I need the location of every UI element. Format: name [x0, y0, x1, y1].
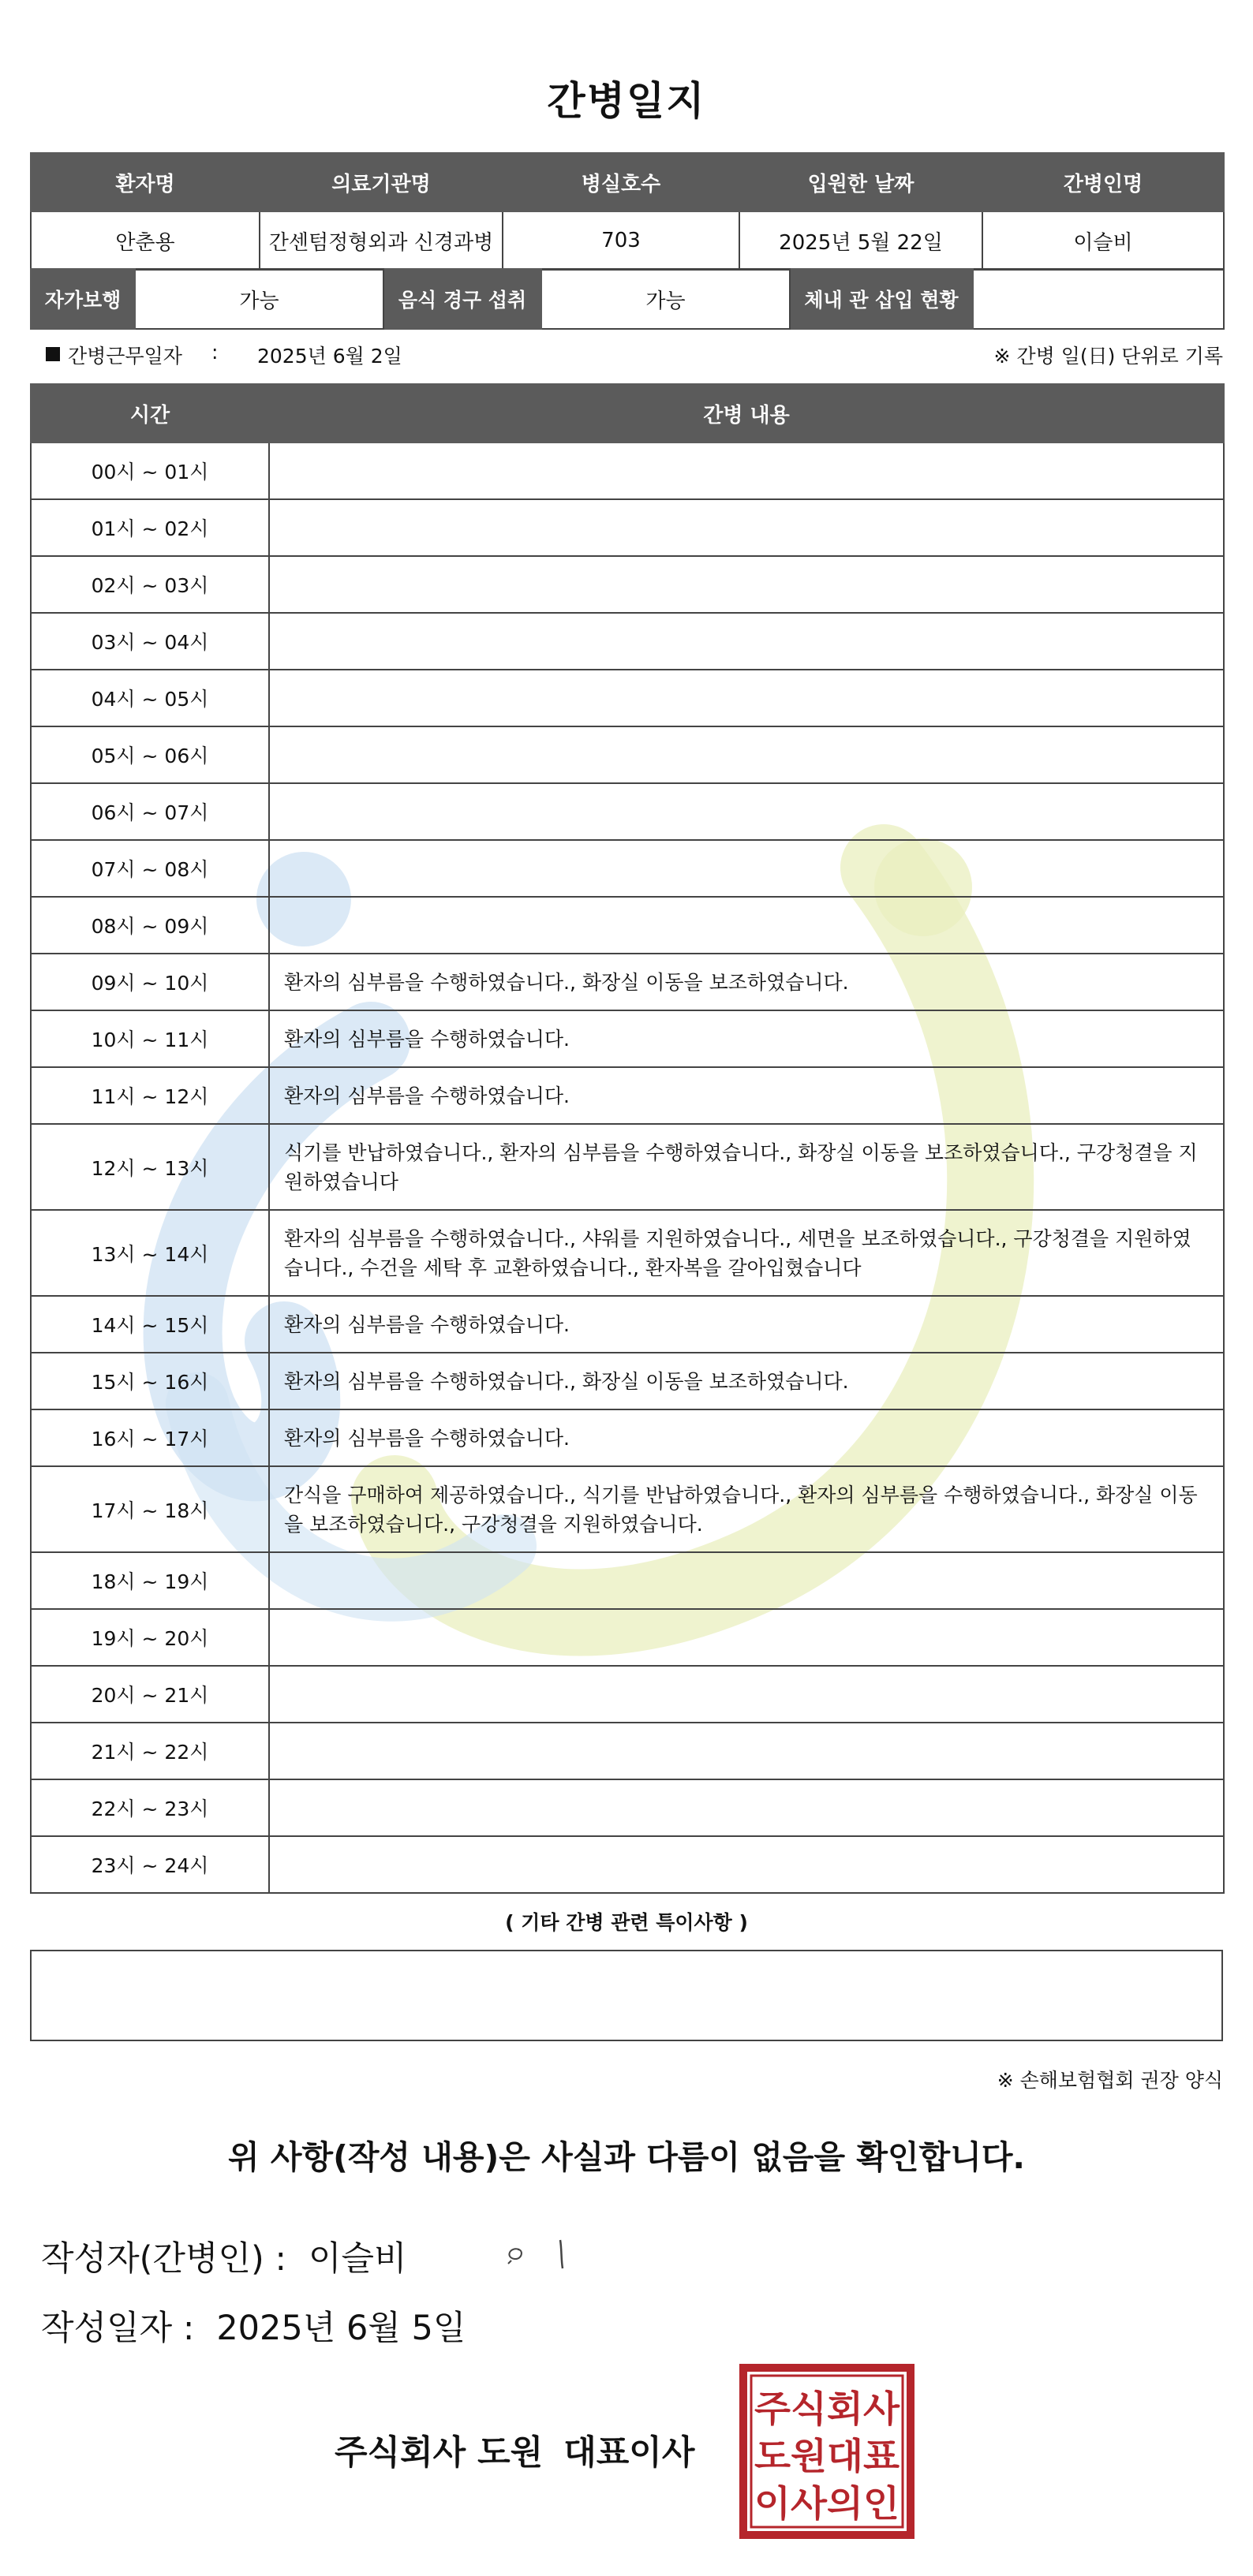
company-representative: 대표이사 — [563, 2433, 695, 2473]
oral-intake-label: 음식 경구 섭취 — [383, 269, 541, 329]
log-row — [31, 1836, 1224, 1893]
writer-label: 작성자(간병인) : — [41, 2239, 286, 2279]
log-time-cell: 21시 ~ 22시 — [31, 1723, 269, 1779]
log-row — [31, 840, 1224, 897]
log-time-cell: 16시 ~ 17시 — [31, 1409, 269, 1466]
log-content-cell — [269, 726, 1224, 783]
self-walk-value: 가능 — [135, 269, 383, 329]
log-time-cell: 23시 ~ 24시 — [31, 1836, 269, 1893]
header-admission-date: 입원한 날짜 — [739, 153, 982, 211]
log-content-cell — [269, 499, 1224, 556]
log-row — [31, 1779, 1224, 1836]
header-patient-name: 환자명 — [31, 153, 260, 211]
source-note: ※ 손해보험협회 권장 양식 — [997, 2069, 1223, 2092]
log-content-cell — [269, 1723, 1224, 1779]
log-time-cell: 01시 ~ 02시 — [31, 499, 269, 556]
log-time-cell: 19시 ~ 20시 — [31, 1609, 269, 1666]
log-row — [31, 1552, 1224, 1609]
log-content-cell: 환자의 심부름을 수행하였습니다. — [269, 1010, 1224, 1067]
log-row — [31, 1609, 1224, 1666]
page-title: 간병일지 — [547, 78, 706, 124]
company-seal-stamp — [739, 2363, 915, 2540]
log-content-cell: 환자의 심부름을 수행하였습니다., 화장실 이동을 보조하였습니다. — [269, 1353, 1224, 1409]
log-time-cell: 18시 ~ 19시 — [31, 1552, 269, 1609]
log-content-cell — [269, 1836, 1224, 1893]
log-content-cell — [269, 840, 1224, 897]
company-line — [335, 2426, 694, 2474]
log-row — [31, 897, 1224, 954]
self-walk-label: 자가보행 — [31, 269, 135, 329]
log-row — [31, 726, 1224, 783]
log-row — [31, 1067, 1224, 1124]
log-time-cell: 09시 ~ 10시 — [31, 954, 269, 1010]
caregiver-name-value: 이슬비 — [982, 211, 1224, 270]
write-date-value: 2025년 6월 5일 — [216, 2309, 466, 2348]
log-row — [31, 1010, 1224, 1067]
log-content-cell: 환자의 심부름을 수행하였습니다., 화장실 이동을 보조하였습니다. — [269, 954, 1224, 1010]
log-time-cell: 20시 ~ 21시 — [31, 1666, 269, 1723]
write-date-line — [41, 2302, 466, 2350]
log-content-cell — [269, 556, 1224, 613]
log-header-time: 시간 — [31, 384, 269, 442]
log-row — [31, 1466, 1224, 1552]
seal-text-line: 이사의인 — [754, 2482, 900, 2525]
log-row — [31, 1723, 1224, 1779]
log-time-cell: 11시 ~ 12시 — [31, 1067, 269, 1124]
log-row — [31, 499, 1224, 556]
log-time-cell: 04시 ~ 05시 — [31, 670, 269, 726]
log-header-content: 간병 내용 — [269, 384, 1224, 442]
patient-status-table — [30, 268, 1225, 330]
work-date-note: ※ 간병 일(日) 단위로 기록 — [993, 345, 1223, 368]
admission-date-value: 2025년 5월 22일 — [739, 211, 982, 270]
care-log-table — [30, 383, 1225, 1894]
log-row — [31, 1409, 1224, 1466]
log-time-cell: 10시 ~ 11시 — [31, 1010, 269, 1067]
log-content-cell — [269, 670, 1224, 726]
log-row — [31, 1353, 1224, 1409]
log-time-cell: 00시 ~ 01시 — [31, 442, 269, 499]
square-bullet-icon — [46, 347, 60, 361]
header-caregiver-name: 간병인명 — [982, 153, 1224, 211]
log-content-cell — [269, 613, 1224, 670]
log-time-cell: 17시 ~ 18시 — [31, 1466, 269, 1552]
log-content-cell — [269, 442, 1224, 499]
work-date-colon: : — [211, 341, 219, 364]
oral-intake-value: 가능 — [541, 269, 790, 329]
handwritten-signature — [488, 2226, 582, 2273]
log-row — [31, 613, 1224, 670]
etc-notes-box — [30, 1950, 1223, 2041]
log-time-cell: 14시 ~ 15시 — [31, 1296, 269, 1353]
log-row — [31, 442, 1224, 499]
writer-line — [41, 2232, 407, 2280]
log-row — [31, 1210, 1224, 1296]
header-room-number: 병실호수 — [503, 153, 739, 211]
log-content-cell: 환자의 심부름을 수행하였습니다., 샤워를 지원하였습니다., 세면을 보조하였습니다., 구강청결을 지원하였습니다., 수건을 세탁 후 교환하였습니다., 환자복을 갈아입혔습니다 — [269, 1210, 1224, 1296]
log-time-cell: 02시 ~ 03시 — [31, 556, 269, 613]
log-content-cell — [269, 1666, 1224, 1723]
log-row — [31, 954, 1224, 1010]
work-date-line — [30, 339, 1223, 371]
log-row — [31, 1124, 1224, 1210]
etc-notes-title: ( 기타 간병 관련 특이사항 ) — [505, 1911, 748, 1934]
log-time-cell: 05시 ~ 06시 — [31, 726, 269, 783]
log-row — [31, 1296, 1224, 1353]
work-date-label: 간병근무일자 — [68, 345, 182, 368]
tube-insertion-value — [973, 269, 1224, 329]
log-row — [31, 556, 1224, 613]
log-content-cell — [269, 1552, 1224, 1609]
log-time-cell: 06시 ~ 07시 — [31, 783, 269, 840]
log-content-cell — [269, 1609, 1224, 1666]
seal-text-line: 주식회사 — [754, 2387, 900, 2430]
writer-value: 이슬비 — [308, 2239, 407, 2279]
log-time-cell: 15시 ~ 16시 — [31, 1353, 269, 1409]
log-time-cell: 22시 ~ 23시 — [31, 1779, 269, 1836]
log-content-cell: 환자의 심부름을 수행하였습니다. — [269, 1409, 1224, 1466]
log-content-cell: 환자의 심부름을 수행하였습니다. — [269, 1067, 1224, 1124]
header-hospital-name: 의료기관명 — [260, 153, 503, 211]
patient-info-table — [30, 152, 1225, 271]
company-name: 주식회사 도원 — [335, 2433, 544, 2473]
write-date-label: 작성일자 : — [41, 2309, 195, 2348]
work-date-value: 2025년 6월 2일 — [257, 345, 402, 368]
log-time-cell: 03시 ~ 04시 — [31, 613, 269, 670]
log-content-cell — [269, 897, 1224, 954]
log-time-cell: 13시 ~ 14시 — [31, 1210, 269, 1296]
log-row — [31, 783, 1224, 840]
confirmation-statement: 위 사항(작성 내용)은 사실과 다름이 없음을 확인합니다. — [227, 2138, 1026, 2176]
log-time-cell: 08시 ~ 09시 — [31, 897, 269, 954]
patient-name-value: 안춘용 — [31, 211, 260, 270]
tube-insertion-label: 체내 관 삽입 현황 — [790, 269, 973, 329]
log-content-cell: 식기를 반납하였습니다., 환자의 심부름을 수행하였습니다., 화장실 이동을 보조하였습니다., 구강청결을 지원하였습니다 — [269, 1124, 1224, 1210]
log-content-cell — [269, 783, 1224, 840]
log-time-cell: 12시 ~ 13시 — [31, 1124, 269, 1210]
log-content-cell: 환자의 심부름을 수행하였습니다. — [269, 1296, 1224, 1353]
log-row — [31, 1666, 1224, 1723]
log-time-cell: 07시 ~ 08시 — [31, 840, 269, 897]
log-row — [31, 670, 1224, 726]
log-content-cell — [269, 1779, 1224, 1836]
hospital-name-value: 간센텀정형외과 신경과병 — [260, 211, 503, 270]
room-number-value: 703 — [503, 211, 739, 270]
seal-text-line: 도원대표 — [754, 2435, 900, 2477]
log-content-cell: 간식을 구매하여 제공하였습니다., 식기를 반납하였습니다., 환자의 심부름을 수행하였습니다., 화장실 이동을 보조하였습니다., 구강청결을 지원하였습니다. — [269, 1466, 1224, 1552]
